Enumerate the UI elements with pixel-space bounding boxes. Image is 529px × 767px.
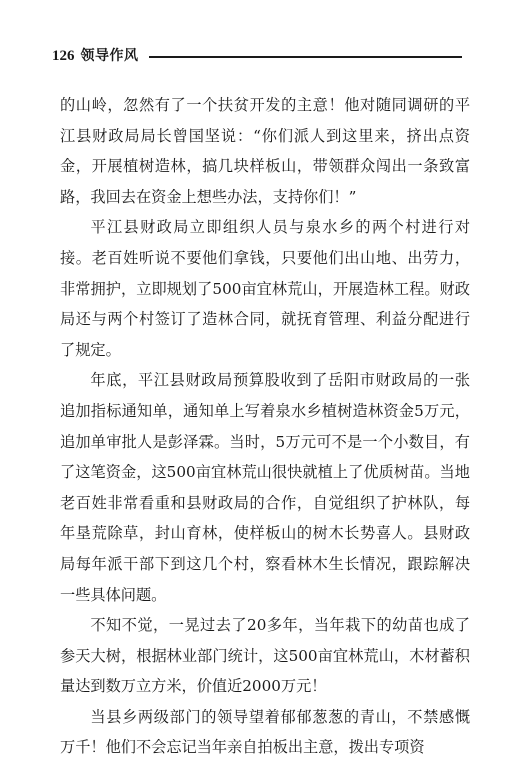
running-header (52, 44, 462, 68)
paragraph: 平江县财政局立即组织人员与泉水乡的两个村进行对接。老百姓听说不要他们拿钱，只要他们出山地、出劳力，非常拥护，立即规划了500亩宜林荒山，开展造林工程。财政局还与两个村签订了造林合同，就抚育管理、利益分配进行了规定。 (60, 218, 470, 359)
section-title: 领导作风 (80, 48, 139, 64)
header-rule (149, 56, 463, 58)
page-number: 126 (52, 47, 75, 64)
paragraph-continuation: 的山岭，忽然有了一个扶贫开发的主意！他对随同调研的平江县财政局局长曾国坚说：“你们派人到这里来，挤出点资金，开展植树造林，搞几块样板山，带领群众闯出一条致富路，我回去在资金上想些办法，支持你们！” (60, 96, 470, 206)
body-text (60, 90, 470, 763)
paragraph: 年底，平江县财政局预算股收到了岳阳市财政局的一张追加指标通知单，通知单上写着泉水乡植树造林资金5万元，追加单审批人是彭泽霖。当时，5万元可不是一个小数目，有了这笔资金，这500亩宜林荒山很快就植上了优质树苗。当地老百姓非常看重和县财政局的合作，自觉组织了护林队，每年垦荒除草，封山育林，使样板山的树木长势喜人。县财政局每年派干部下到这几个村，察看林木生长情况，跟踪解决一些具体问题。 (60, 371, 470, 604)
paragraph: 当县乡两级部门的领导望着郁郁葱葱的青山，不禁感慨万千！他们不会忘记当年亲自拍板出主意，拨出专项资 (60, 707, 470, 757)
paragraph: 不知不觉，一晃过去了20多年，当年栽下的幼苗也成了参天大树，根据林业部门统计，这500亩宜林荒山，木材蓄积量达到数万立方米，价值近2000万元！ (60, 616, 470, 696)
